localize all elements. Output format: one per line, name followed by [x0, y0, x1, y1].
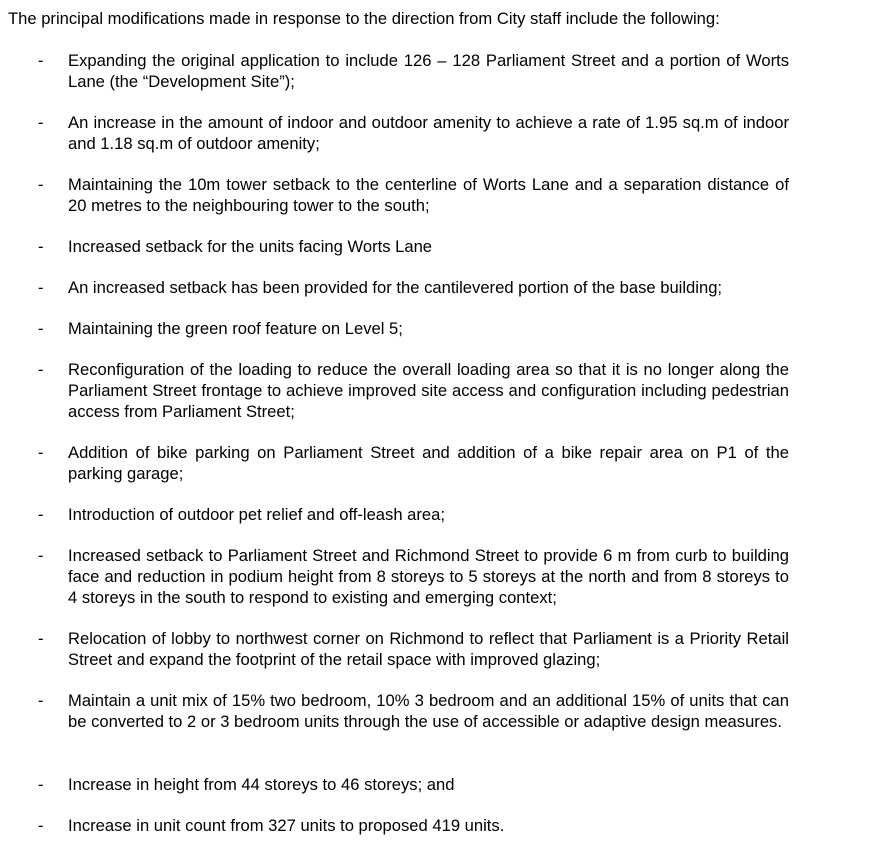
list-item-text: Addition of bike parking on Parliament Street and addition of a bike repair area on P1 of the parking garage;	[68, 443, 789, 483]
list-item-text: Introduction of outdoor pet relief and off-leash area;	[68, 505, 445, 524]
list-item-text: Expanding the original application to include 126 – 128 Parliament Street and a portion of Worts Lane (the “Development Site”);	[68, 51, 789, 91]
bullet-dash: -	[38, 360, 44, 379]
bullet-dash: -	[38, 629, 44, 648]
list-item-text: An increase in the amount of indoor and outdoor amenity to achieve a rate of 1.95 sq.m of indoor and 1.18 sq.m of outdoor amenity;	[68, 113, 789, 153]
list-item-text: Increased setback to Parliament Street and Richmond Street to provide 6 m from curb to building face and reduction in podium height from 8 storeys to 5 storeys at the north and from 8 storeys to 4 storeys in the south to respond to existing and emerging context;	[68, 546, 789, 607]
bullet-dash: -	[38, 775, 44, 794]
bullet-dash: -	[38, 51, 44, 70]
list-item-text: Relocation of lobby to northwest corner on Richmond to reflect that Parliament is a Priority Retail Street and expand the footprint of the retail space with improved glazing;	[68, 629, 789, 669]
list-item-text: Maintaining the green roof feature on Level 5;	[68, 319, 403, 338]
bullet-dash: -	[38, 175, 44, 194]
list-item-text: Reconfiguration of the loading to reduce the overall loading area so that it is no longer along the Parliament Street frontage to achieve improved site access and configuration including pedestrian access from Parliament Street;	[68, 360, 789, 421]
list-item-text: Maintain a unit mix of 15% two bedroom, 10% 3 bedroom and an additional 15% of units that can be converted to 2 or 3 bedroom units through the use of accessible or adaptive design measures.	[68, 691, 789, 731]
list-item-text: Increased setback for the units facing Worts Lane	[68, 237, 433, 256]
bullet-dash: -	[38, 816, 44, 835]
intro-paragraph: The principal modifications made in response to the direction from City staff include the following:	[8, 9, 720, 28]
list-item-text: Increase in unit count from 327 units to proposed 419 units.	[68, 816, 505, 835]
list-item-text: Increase in height from 44 storeys to 46 storeys; and	[68, 775, 455, 794]
bullet-dash: -	[38, 691, 44, 710]
bullet-dash: -	[38, 319, 44, 338]
bullet-dash: -	[38, 113, 44, 132]
bullet-dash: -	[38, 278, 44, 297]
list-item-text: Maintaining the 10m tower setback to the centerline of Worts Lane and a separation distance of 20 metres to the neighbouring tower to the south;	[68, 175, 789, 215]
bullet-dash: -	[38, 505, 44, 524]
bullet-dash: -	[38, 237, 44, 256]
bullet-dash: -	[38, 546, 44, 565]
list-item-text: An increased setback has been provided for the cantilevered portion of the base building;	[68, 278, 723, 297]
bullet-dash: -	[38, 443, 44, 462]
